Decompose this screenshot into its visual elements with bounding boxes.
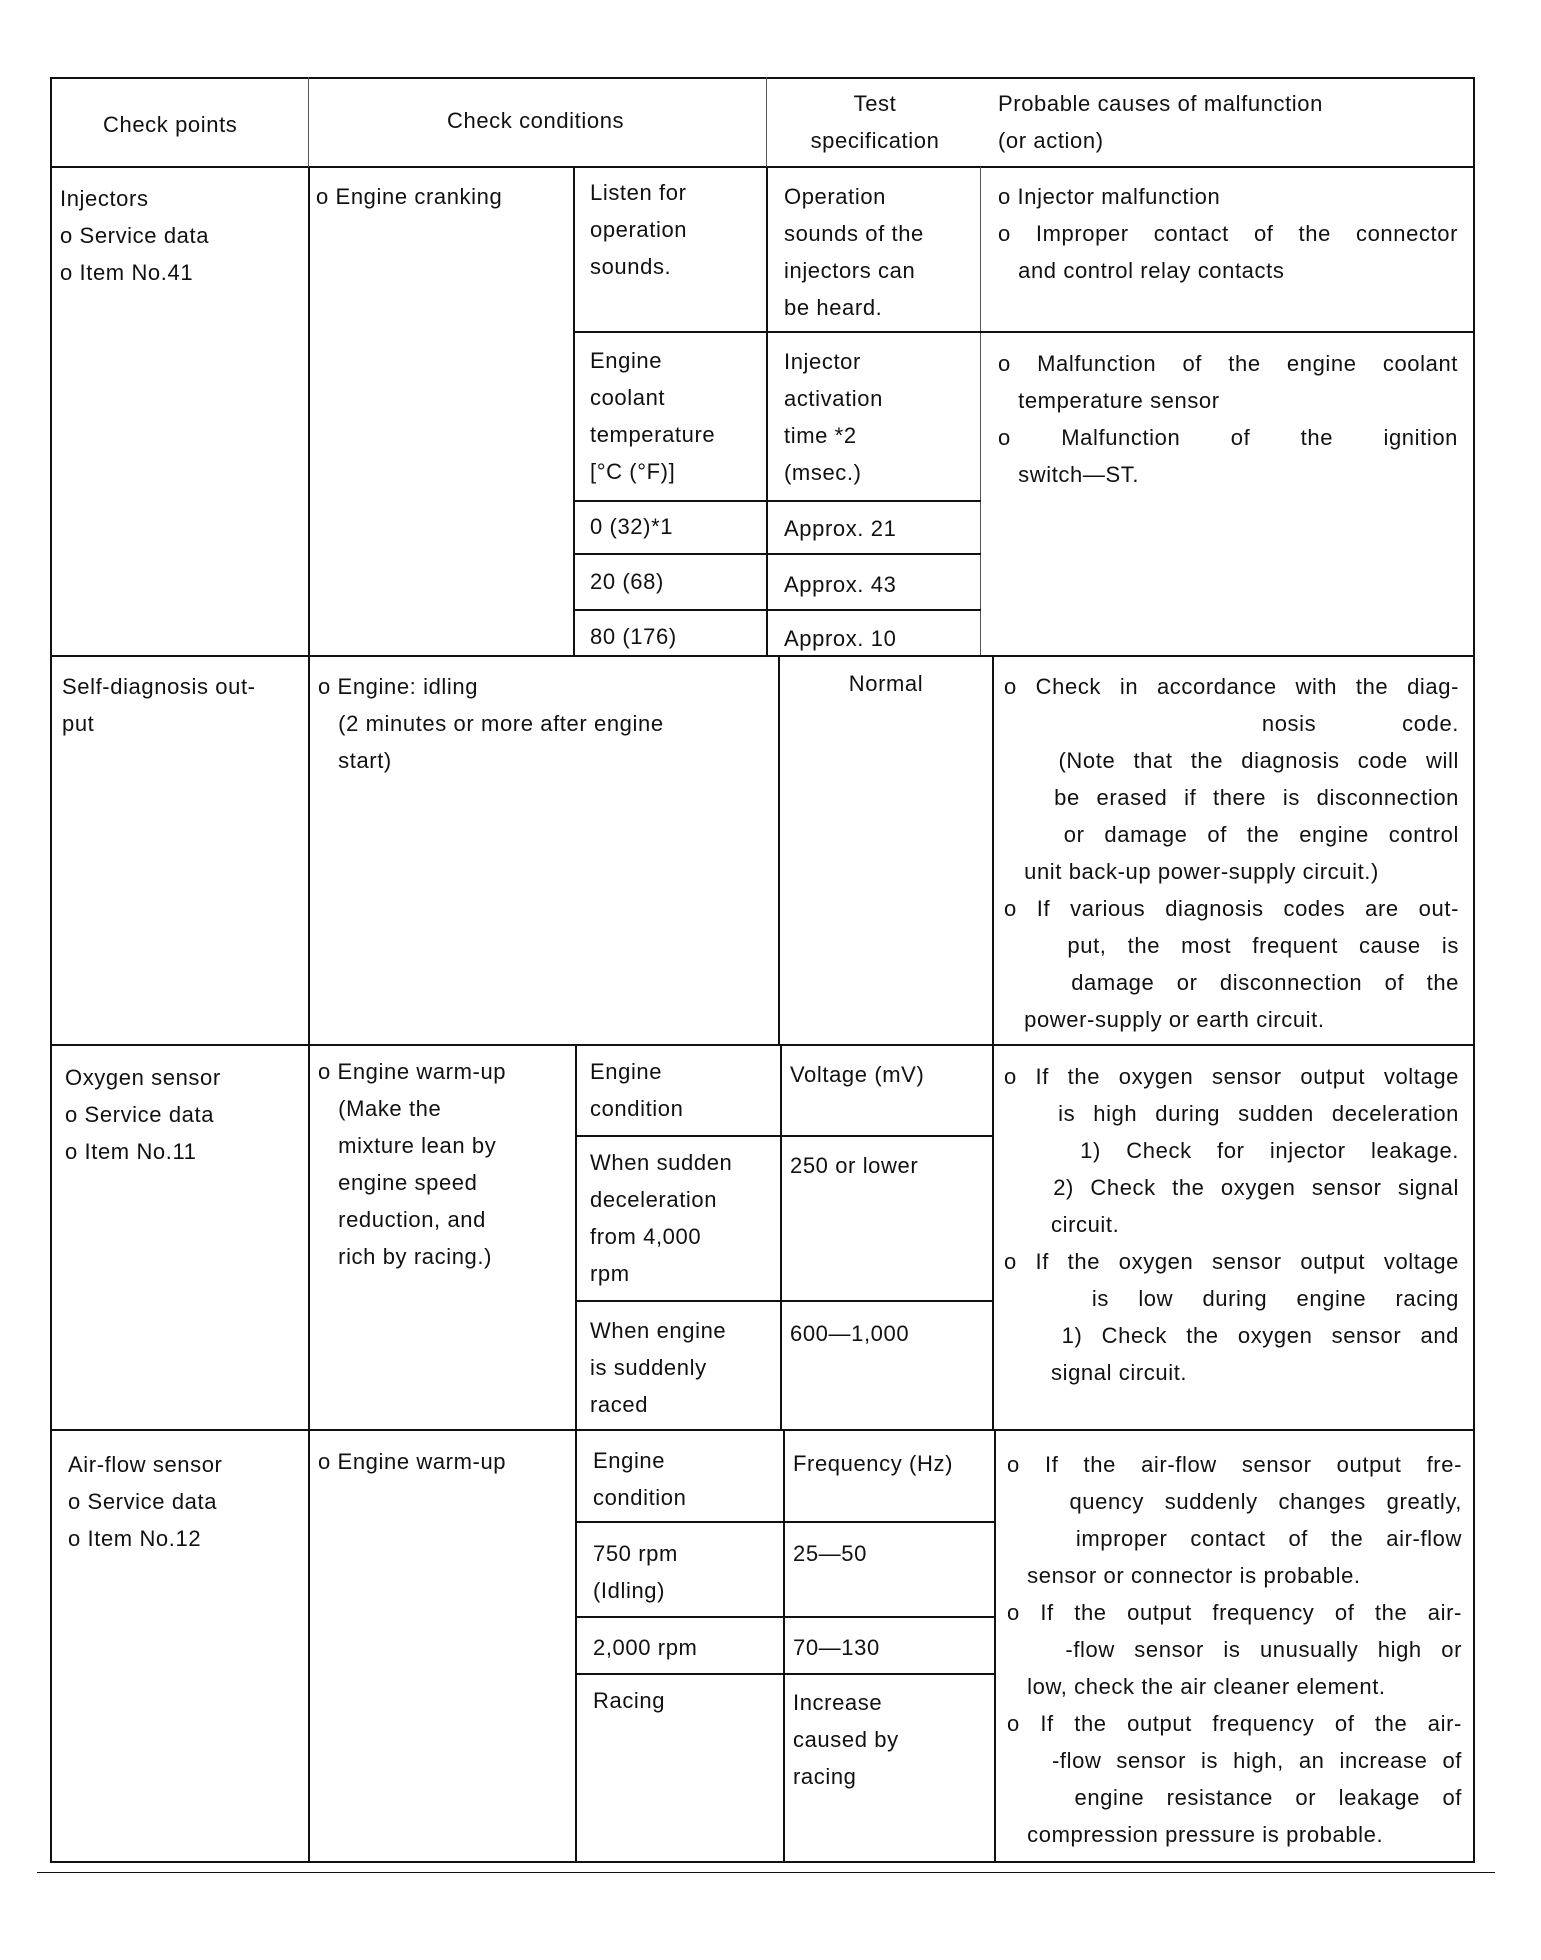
text-line: 250 or lower bbox=[790, 1153, 919, 1178]
airflow-check-point bbox=[68, 1446, 222, 1557]
text-line: rich by racing.) bbox=[318, 1244, 493, 1269]
text-line: signal circuit. bbox=[1004, 1360, 1188, 1385]
row-divider bbox=[575, 1521, 995, 1523]
row-divider bbox=[50, 1429, 1475, 1431]
row-divider bbox=[575, 1135, 993, 1137]
injectors-time-value: Approx. 43 bbox=[784, 572, 897, 597]
text-line: nosis code. bbox=[1004, 711, 1459, 736]
text-line: When sudden bbox=[590, 1150, 733, 1175]
text-line: Engine bbox=[590, 348, 663, 373]
text-line: (or action) bbox=[998, 128, 1104, 153]
col-divider bbox=[766, 167, 768, 655]
text-line: 25—50 bbox=[793, 1541, 867, 1566]
table-border-bottom bbox=[50, 1861, 1475, 1863]
text-line: (Idling) bbox=[593, 1578, 666, 1603]
col-divider bbox=[994, 1429, 996, 1862]
text-line: raced bbox=[590, 1392, 649, 1417]
table-border-top bbox=[50, 77, 1475, 79]
self-diagnosis-spec bbox=[780, 665, 992, 702]
text-line: Listen for bbox=[590, 180, 687, 205]
text-line: o If the air-flow sensor output fre- bbox=[1007, 1452, 1462, 1477]
airflow-head-spec bbox=[793, 1445, 953, 1482]
text-line: o Engine: idling bbox=[318, 674, 479, 699]
text-line: put, the most frequent cause is bbox=[1004, 933, 1459, 958]
text-line: (msec.) bbox=[784, 460, 862, 485]
text-line: be erased if there is disconnection bbox=[1004, 785, 1459, 810]
airflow-condition bbox=[318, 1443, 506, 1480]
text-line: Oxygen sensor bbox=[65, 1065, 221, 1090]
text-line: sensor or connector is probable. bbox=[1007, 1563, 1361, 1588]
airflow-causes bbox=[1007, 1446, 1462, 1853]
text-line: activation bbox=[784, 386, 883, 411]
col-divider bbox=[573, 167, 575, 655]
text-line: is high during sudden deceleration bbox=[1004, 1101, 1459, 1126]
injectors-time-header bbox=[784, 343, 883, 491]
self-diagnosis-causes bbox=[1004, 668, 1459, 1038]
col-divider bbox=[780, 1044, 782, 1429]
text-line: Test bbox=[853, 91, 897, 116]
text-line: o Item No.41 bbox=[60, 260, 194, 285]
text-line: o Improper contact of the connector bbox=[998, 221, 1458, 246]
injectors-temp-causes bbox=[998, 345, 1458, 493]
text-line: or damage of the engine control bbox=[1004, 822, 1459, 847]
airflow-row-condition bbox=[593, 1682, 665, 1719]
airflow-row-condition bbox=[593, 1629, 697, 1666]
airflow-row-spec bbox=[793, 1629, 880, 1666]
text-line: power-supply or earth circuit. bbox=[1004, 1007, 1325, 1032]
text-line: is low during engine racing bbox=[1004, 1286, 1459, 1311]
injectors-time-value: Approx. 21 bbox=[784, 516, 897, 541]
injectors-listen-spec bbox=[784, 178, 924, 326]
table-border-right bbox=[1473, 77, 1475, 1863]
text-line: o Engine warm-up bbox=[318, 1449, 507, 1474]
text-line: switch—ST. bbox=[998, 462, 1140, 487]
text-line: rpm bbox=[590, 1261, 630, 1286]
row-divider bbox=[573, 331, 1473, 333]
text-line: o Service data bbox=[68, 1489, 218, 1514]
self-diagnosis-check-point bbox=[62, 668, 256, 742]
injectors-temp-value: 80 (176) bbox=[590, 624, 677, 649]
injectors-temp-value: 20 (68) bbox=[590, 569, 664, 594]
text-line: improper contact of the air-flow bbox=[1007, 1526, 1462, 1551]
text-line: unit back-up power-supply circuit.) bbox=[1004, 859, 1379, 884]
text-line: low, check the air cleaner element. bbox=[1007, 1674, 1386, 1699]
col-divider bbox=[575, 1429, 577, 1862]
text-line: put bbox=[62, 711, 95, 736]
text-line: 2) Check the oxygen sensor signal bbox=[1004, 1175, 1459, 1200]
self-diagnosis-condition bbox=[318, 668, 664, 779]
text-line: deceleration bbox=[590, 1187, 718, 1212]
text-line: o Service data bbox=[60, 223, 210, 248]
text-line: specification bbox=[810, 128, 940, 153]
row-divider bbox=[573, 500, 981, 502]
col-divider bbox=[783, 1429, 785, 1862]
text-line: Engine bbox=[590, 1059, 663, 1084]
col-divider bbox=[992, 1044, 994, 1429]
injectors-listen-condition bbox=[590, 174, 687, 285]
airflow-head-condition bbox=[593, 1442, 686, 1516]
table-border-left bbox=[50, 77, 52, 1863]
oxygen-row-condition bbox=[590, 1144, 732, 1292]
text-line: Frequency (Hz) bbox=[793, 1451, 953, 1476]
injectors-temp-header bbox=[590, 342, 715, 490]
text-line: from 4,000 bbox=[590, 1224, 702, 1249]
text-line: sounds. bbox=[590, 254, 672, 279]
oxygen-condition bbox=[318, 1053, 506, 1275]
text-line: 1) Check the oxygen sensor and bbox=[1004, 1323, 1459, 1348]
oxygen-head-condition bbox=[590, 1053, 683, 1127]
col-divider bbox=[308, 77, 309, 167]
text-line: engine speed bbox=[318, 1170, 478, 1195]
col-divider bbox=[992, 655, 994, 1044]
oxygen-row-condition bbox=[590, 1312, 726, 1423]
text-line: sounds of the bbox=[784, 221, 924, 246]
text-line: temperature sensor bbox=[998, 388, 1220, 413]
text-line: Racing bbox=[593, 1688, 666, 1713]
text-line: time *2 bbox=[784, 423, 857, 448]
text-line: o Injector malfunction bbox=[998, 184, 1221, 209]
injectors-time-value: Approx. 10 bbox=[784, 626, 897, 651]
text-line: circuit. bbox=[1004, 1212, 1120, 1237]
airflow-row-condition bbox=[593, 1535, 678, 1609]
text-line: mixture lean by bbox=[318, 1133, 497, 1158]
text-line: Injector bbox=[784, 349, 861, 374]
col-divider bbox=[308, 167, 310, 1862]
text-line: Probable causes of malfunction bbox=[998, 91, 1323, 116]
header-probable-causes bbox=[998, 85, 1323, 159]
text-line: Increase bbox=[793, 1690, 883, 1715]
text-line: o If the oxygen sensor output voltage bbox=[1004, 1064, 1459, 1089]
text-line: o Engine cranking bbox=[316, 184, 503, 209]
text-line: engine resistance or leakage of bbox=[1007, 1785, 1462, 1810]
text-line: and control relay contacts bbox=[998, 258, 1285, 283]
oxygen-row-spec bbox=[790, 1315, 909, 1352]
page-bottom-rule bbox=[37, 1872, 1495, 1873]
text-line: compression pressure is probable. bbox=[1007, 1822, 1384, 1847]
text-line: o If various diagnosis codes are out- bbox=[1004, 896, 1459, 921]
header-check-points bbox=[103, 106, 237, 143]
airflow-row-spec bbox=[793, 1535, 867, 1572]
text-line: caused by bbox=[793, 1727, 899, 1752]
text-line: Check conditions bbox=[447, 108, 625, 133]
text-line: -flow sensor is unusually high or bbox=[1007, 1637, 1462, 1662]
text-line: temperature bbox=[590, 422, 716, 447]
text-line: Air-flow sensor bbox=[68, 1452, 223, 1477]
text-line: (Make the bbox=[318, 1096, 442, 1121]
injectors-listen-causes bbox=[998, 178, 1458, 289]
text-line: 2,000 rpm bbox=[593, 1635, 698, 1660]
text-line: Voltage (mV) bbox=[790, 1062, 925, 1087]
oxygen-row-spec bbox=[790, 1147, 918, 1184]
text-line: be heard. bbox=[784, 295, 883, 320]
text-line: o Malfunction of the ignition bbox=[998, 425, 1458, 450]
text-line: (2 minutes or more after engine bbox=[318, 711, 664, 736]
text-line: o If the oxygen sensor output voltage bbox=[1004, 1249, 1459, 1274]
oxygen-head-spec bbox=[790, 1056, 924, 1093]
text-line: [°C (°F)] bbox=[590, 459, 676, 484]
row-divider bbox=[575, 1616, 995, 1618]
text-line: 70—130 bbox=[793, 1635, 880, 1660]
col-divider bbox=[778, 655, 780, 1044]
text-line: Normal bbox=[848, 671, 924, 696]
text-line: 1) Check for injector leakage. bbox=[1004, 1138, 1459, 1163]
text-line: racing bbox=[793, 1764, 857, 1789]
injectors-check-point bbox=[60, 180, 209, 291]
airflow-row-spec bbox=[793, 1684, 899, 1795]
header-check-conditions bbox=[447, 102, 624, 139]
row-divider bbox=[575, 1300, 993, 1302]
text-line: quency suddenly changes greatly, bbox=[1007, 1489, 1462, 1514]
row-divider bbox=[573, 609, 981, 611]
row-divider bbox=[50, 1044, 1475, 1046]
text-line: o Item No.11 bbox=[65, 1139, 197, 1164]
injectors-condition bbox=[316, 178, 502, 215]
col-divider bbox=[980, 167, 981, 655]
text-line: reduction, and bbox=[318, 1207, 486, 1232]
text-line: operation bbox=[590, 217, 688, 242]
text-line: Operation bbox=[784, 184, 887, 209]
text-line: 750 rpm bbox=[593, 1541, 678, 1566]
text-line: o Malfunction of the engine coolant bbox=[998, 351, 1458, 376]
header-divider bbox=[50, 166, 1475, 168]
oxygen-check-point bbox=[65, 1059, 221, 1170]
injectors-temp-value: 0 (32)*1 bbox=[590, 514, 674, 539]
text-line: coolant bbox=[590, 385, 666, 410]
text-line: -flow sensor is high, an increase of bbox=[1007, 1748, 1462, 1773]
text-line: o If the output frequency of the air- bbox=[1007, 1600, 1462, 1625]
text-line: is suddenly bbox=[590, 1355, 707, 1380]
text-line: Engine bbox=[593, 1448, 666, 1473]
text-line: start) bbox=[318, 748, 392, 773]
oxygen-causes bbox=[1004, 1058, 1459, 1391]
text-line: Self-diagnosis out- bbox=[62, 674, 256, 699]
text-line: damage or disconnection of the bbox=[1004, 970, 1459, 995]
text-line: o Item No.12 bbox=[68, 1526, 202, 1551]
text-line: Check points bbox=[103, 112, 238, 137]
row-divider bbox=[573, 553, 981, 555]
text-line: (Note that the diagnosis code will bbox=[1004, 748, 1459, 773]
text-line: o Engine warm-up bbox=[318, 1059, 507, 1084]
text-line: o Service data bbox=[65, 1102, 215, 1127]
text-line: 600—1,000 bbox=[790, 1321, 910, 1346]
row-divider bbox=[50, 655, 1475, 657]
text-line: Injectors bbox=[60, 186, 149, 211]
col-divider bbox=[575, 1044, 577, 1429]
col-divider bbox=[766, 77, 767, 167]
row-divider bbox=[575, 1673, 995, 1675]
text-line: injectors can bbox=[784, 258, 916, 283]
text-line: When engine bbox=[590, 1318, 727, 1343]
text-line: o If the output frequency of the air- bbox=[1007, 1711, 1462, 1736]
text-line: o Check in accordance with the diag- bbox=[1004, 674, 1459, 699]
text-line: condition bbox=[593, 1485, 687, 1510]
text-line: condition bbox=[590, 1096, 684, 1121]
header-test-specification bbox=[768, 85, 982, 159]
